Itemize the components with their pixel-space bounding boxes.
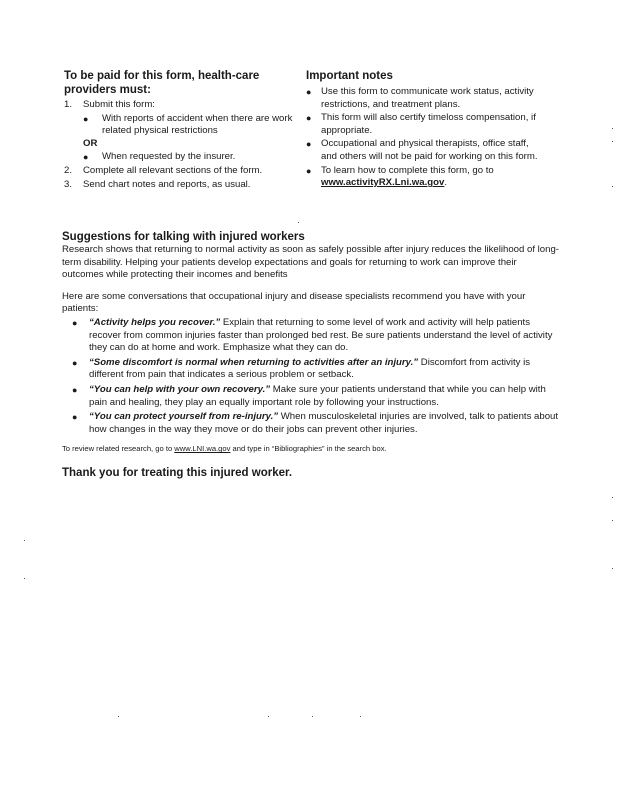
conversation-quote: “You can help with your own recovery.”	[89, 383, 271, 395]
scan-speck	[612, 520, 613, 521]
notes-item: ● Use this form to communicate work status, activity restrictions, and treatment plans.	[306, 86, 534, 110]
bullet-icon: ●	[306, 87, 312, 97]
scan-speck	[24, 540, 25, 541]
bullet-icon: ●	[306, 113, 312, 124]
scan-speck	[612, 186, 613, 187]
scan-speck	[612, 141, 613, 142]
notes-section	[306, 69, 538, 190]
notes-heading: Important notes	[306, 70, 393, 82]
activityrx-link[interactable]: www.activityRX.Lni.wa.gov	[321, 177, 445, 189]
suggestions-lead: Here are some conversations that occupational injury and disease specialists recommend you have with your patients:	[62, 290, 526, 315]
payment-subitem-1: ● With reports of accident when there are work related physical restrictions	[83, 112, 293, 137]
payment-section	[64, 69, 296, 191]
bullet-icon: ●	[72, 317, 78, 328]
conversation-quote: “Activity helps you recover.”	[89, 316, 221, 328]
notes-item-learn: ● To learn how to complete this form, go to www.activityRX.Lni.wa.gov.	[306, 164, 494, 189]
scan-speck	[118, 716, 119, 717]
bullet-icon: ●	[306, 165, 312, 176]
payment-heading: To be paid for this form, health-care providers must:	[64, 70, 260, 96]
payment-item-2: 2. Complete all relevant sections of the form.	[64, 164, 263, 176]
suggestions-section	[62, 230, 560, 480]
payment-subitem-2: ● When requested by the insurer.	[83, 151, 236, 163]
scan-speck	[298, 222, 299, 223]
notes-item: ● Occupational and physical therapists, office staff, and others will not be paid for working on this form.	[306, 138, 538, 162]
bullet-icon: ●	[306, 139, 312, 150]
conversation-item: ● “Some discomfort is normal when returning to activities after an injury.” Discomfort from activity is different from pain that indicates a serious problem or setback.	[72, 356, 531, 381]
conversation-item: ● “You can help with your own recovery.” Make sure your patients understand that while you can help with pain and healing, they play an equally important role by following your instructions.	[72, 383, 546, 408]
payment-item-text: Submit this form:	[83, 99, 155, 110]
bullet-icon: ●	[72, 384, 78, 395]
suggestions-intro: Research shows that returning to normal activity as soon as safely possible after injury reduces the likelihood of long-term disability. Helping your patients develop expectations and goals for returning to work can improve their outcomes while protecting their incomes and benefits	[62, 244, 559, 281]
bullet-icon: ●	[83, 152, 89, 163]
conversation-item: ● “Activity helps you recover.” Explain that returning to some level of work and activity will help patients recover from common injuries faster than prolonged bed rest. Be sure patients understand the level of activity they can do at home and work. Emphasize what they can do.	[72, 316, 553, 354]
scan-speck	[24, 578, 25, 579]
conversation-item: ● “You can protect yourself from re-injury.” When musculoskeletal injuries are involved, talk to patients about how changes in the way they move or do their jobs can prevent other injuries.	[72, 411, 559, 435]
scan-speck	[612, 128, 613, 129]
notes-item: ● This form will also certify timeloss compensation, if appropriate.	[306, 112, 536, 136]
payment-item-text: Send chart notes and reports, as usual.	[83, 178, 251, 190]
bullet-icon: ●	[72, 357, 78, 368]
payment-item-1: 1. Submit this form: ● With reports of accident when there are work related physical restrictions OR ● When requested by the insurer.	[64, 99, 296, 164]
scan-speck	[612, 497, 613, 498]
conversation-quote: “You can protect yourself from re-injury.”	[89, 411, 279, 423]
review-research-note: To review related research, go to www.LNI.wa.gov and type in “Bibliographies” in the search box.	[62, 444, 387, 454]
scan-speck	[268, 716, 269, 717]
payment-item-text: Complete all relevant sections of the form.	[83, 164, 263, 176]
conversation-quote: “Some discomfort is normal when returning to activities after an injury.”	[89, 356, 419, 368]
bullet-icon: ●	[83, 113, 89, 124]
scan-speck	[612, 568, 613, 569]
scan-speck	[360, 716, 361, 717]
scan-speck	[312, 716, 313, 717]
bullet-icon: ●	[72, 412, 78, 423]
suggestions-heading: Suggestions for talking with injured workers	[62, 231, 305, 243]
thank-you-text: Thank you for treating this injured worker.	[62, 467, 293, 480]
payment-item-3: 3. Send chart notes and reports, as usual.	[64, 178, 251, 190]
or-label: OR	[83, 137, 98, 149]
lni-link[interactable]: www.LNI.wa.gov	[174, 444, 231, 454]
